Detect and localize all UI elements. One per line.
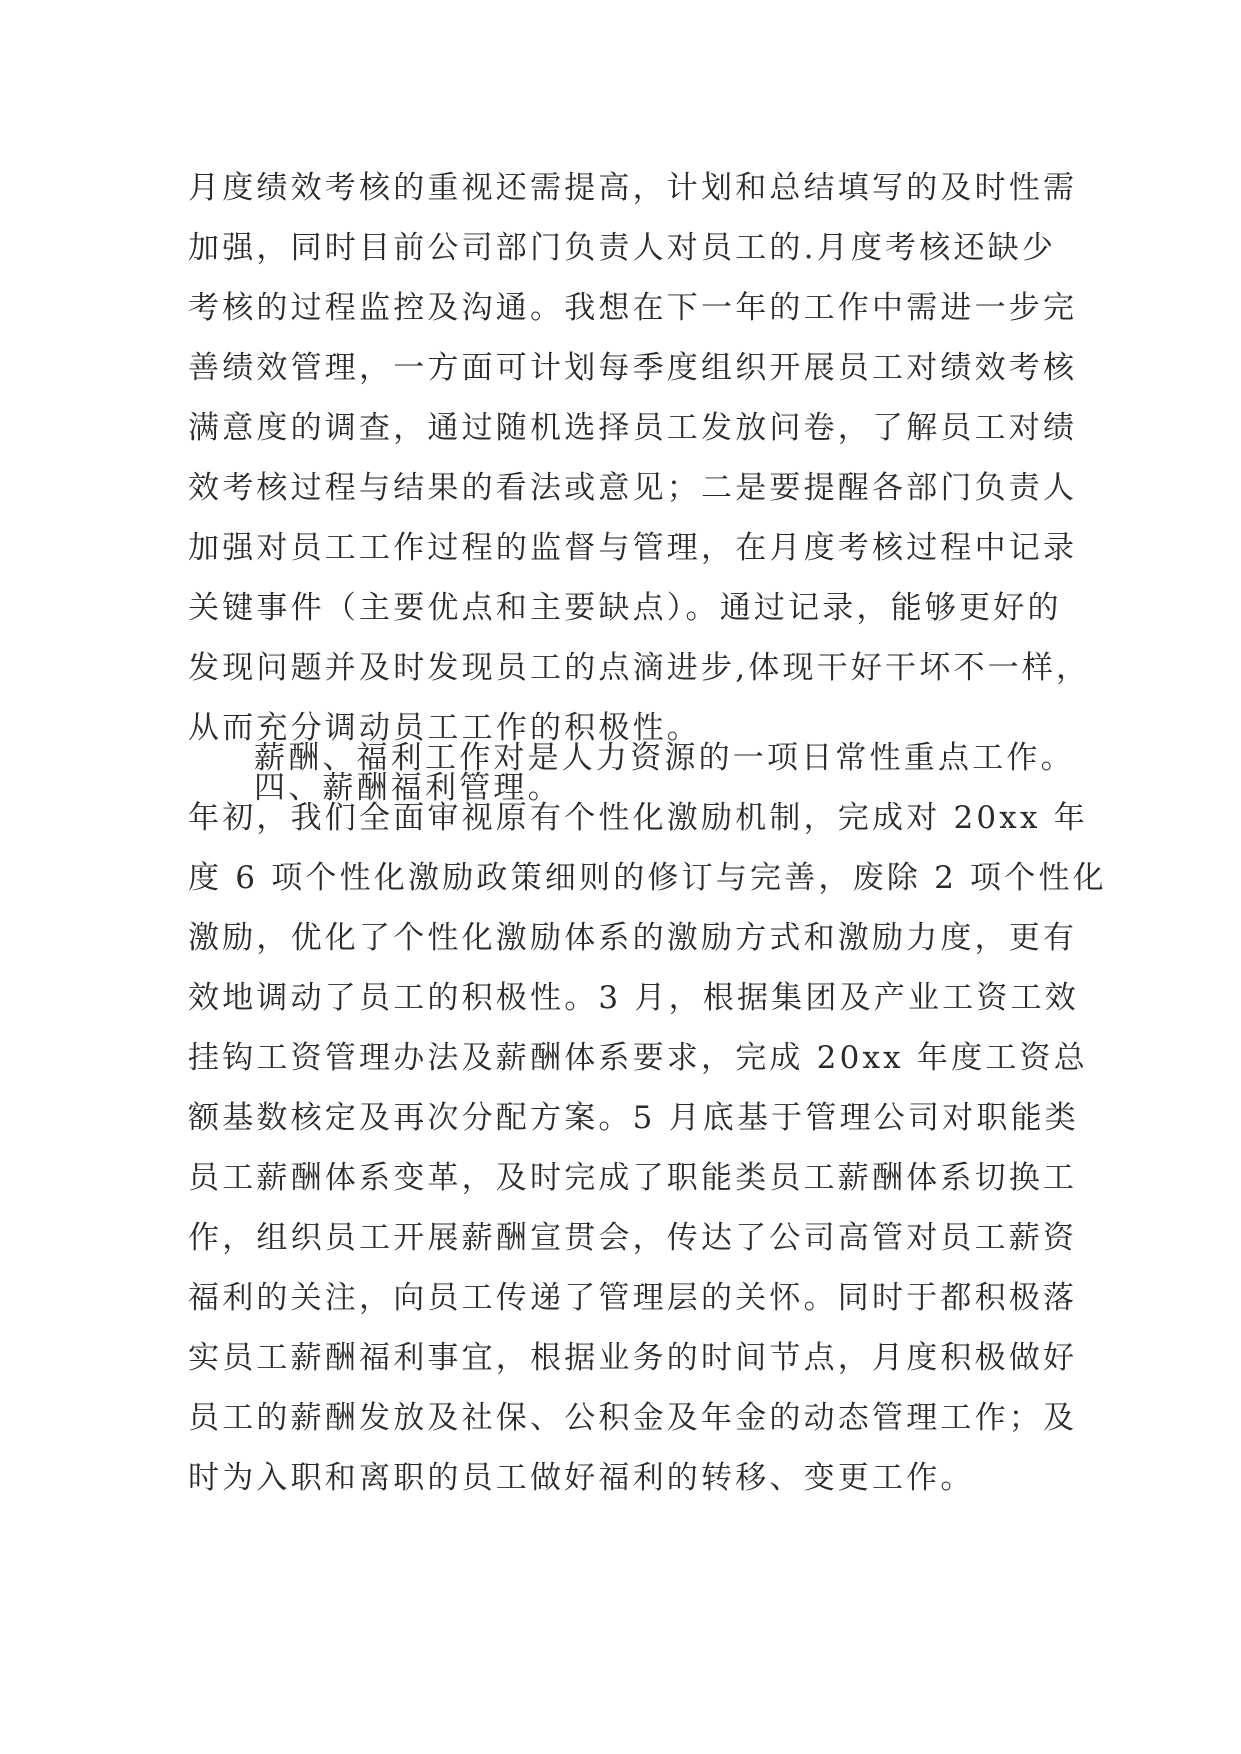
- text-line: 激励，优化了个性化激励体系的激励方式和激励力度，更有: [188, 920, 1078, 956]
- text-line: 薪酬、福利工作对是人力资源的一项日常性重点工作。: [254, 740, 1075, 776]
- text-line: 年初，我们全面审视原有个性化激励机制，完成对 20xx 年: [188, 800, 1088, 836]
- text-line: 加强，同时目前公司部门负责人对员工的.月度考核还缺少: [188, 230, 1057, 266]
- text-line: 月度绩效考核的重视还需提高，计划和总结填写的及时性需: [188, 170, 1078, 206]
- text-line: 效地调动了员工的积极性。3 月，根据集团及产业工资工效: [188, 980, 1079, 1016]
- text-line: 考核的过程监控及沟通。我想在下一年的工作中需进一步完: [188, 290, 1078, 326]
- text-line: 加强对员工工作过程的监督与管理，在月度考核过程中记录: [188, 530, 1078, 566]
- text-line: 关键事件（主要优点和主要缺点）。通过记录，能够更好的: [188, 590, 1062, 626]
- text-line: 实员工薪酬福利事宜，根据业务的时间节点，月度积极做好: [188, 1340, 1078, 1376]
- text-line: 员工的薪酬发放及社保、公积金及年金的动态管理工作；及: [188, 1400, 1078, 1436]
- text-line: 福利的关注，向员工传递了管理层的关怀。同时于都积极落: [188, 1280, 1078, 1316]
- text-line: 效考核过程与结果的看法或意见；二是要提醒各部门负责人: [188, 470, 1078, 506]
- section-heading: 四、薪酬福利管理。: [254, 770, 562, 806]
- text-line: 额基数核定及再次分配方案。5 月底基于管理公司对职能类: [188, 1100, 1079, 1136]
- compensation-paragraph: [188, 728, 1107, 1508]
- text-line: 度 6 项个性化激励政策细则的修订与完善，废除 2 项个性化: [188, 860, 1107, 896]
- text-line: 从而充分调动员工工作的积极性。: [188, 710, 701, 746]
- text-line: 作，组织员工开展薪酬宣贯会，传达了公司高管对员工薪资: [188, 1220, 1078, 1256]
- text-line: 发现问题并及时发现员工的点滴进步,体现干好干坏不一样，: [188, 650, 1091, 686]
- text-line: 挂钩工资管理办法及薪酬体系要求，完成 20xx 年度工资总: [188, 1040, 1088, 1076]
- text-line: 善绩效管理，一方面可计划每季度组织开展员工对绩效考核: [188, 350, 1078, 386]
- text-line: 时为入职和离职的员工做好福利的转移、变更工作。: [188, 1460, 975, 1496]
- text-line: 满意度的调查，通过随机选择员工发放问卷，了解员工对绩: [188, 410, 1078, 446]
- text-line: 员工薪酬体系变革，及时完成了职能类员工薪酬体系切换工: [188, 1160, 1078, 1196]
